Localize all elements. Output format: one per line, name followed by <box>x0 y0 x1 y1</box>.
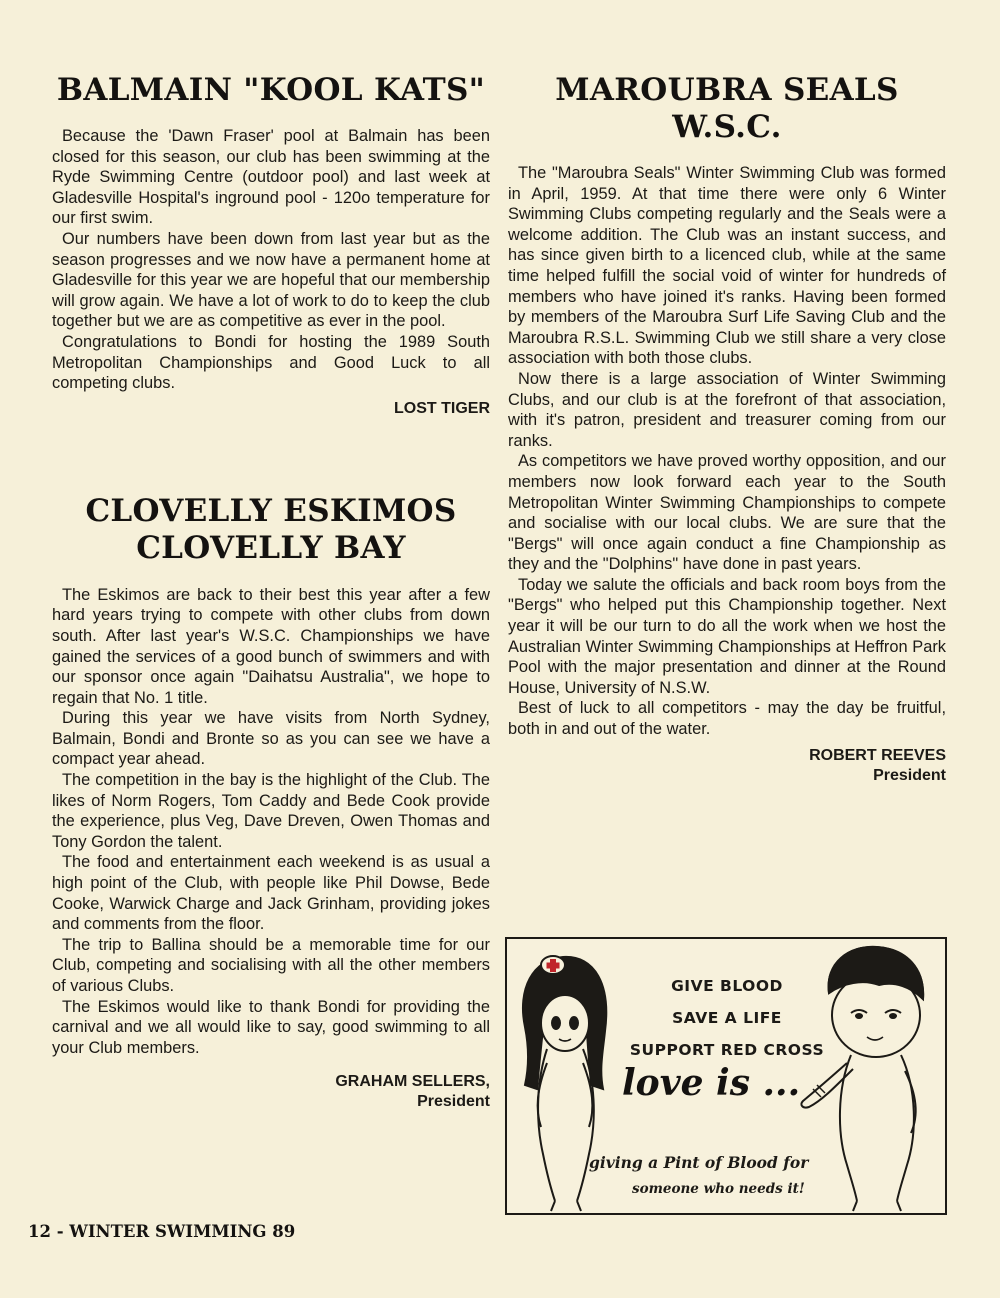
article-paragraph: Congratulations to Bondi for hosting the 1989 South Metropolitan Championships and Good Luck to all competing clubs. <box>52 332 490 393</box>
article-title: BALMAIN "KOOL KATS" <box>56 72 486 108</box>
right-column <box>508 72 946 786</box>
article-paragraph: The competition in the bay is the highlight of the Club. The likes of Norm Rogers, Tom Caddy and Bede Cook provide the experience, plus Veg, Dave Dreven, Owen Thomas and Tony Gordon the talent. <box>52 771 490 851</box>
article-paragraph: As competitors we have proved worthy opposition, and our members now look forward each year to the South Metropolitan Winter Swimming Championships to compete and socialise with our local clubs. We are sure that the "Bergs" will once again conduct a fine Championship as they and the "Dolphins" have done in past years. <box>508 452 946 574</box>
advert-caption: giving a Pint of Blood for <box>589 1153 809 1172</box>
advert-line: SAVE A LIFE <box>672 1009 782 1027</box>
article-paragraph: The Eskimos would like to thank Bondi for providing the carnival and we all would like to say, good swimming to all your Club members. <box>52 997 490 1057</box>
title-line: CLOVELLY ESKIMOS <box>85 492 457 529</box>
love-is-title: love is ... <box>622 1062 801 1104</box>
article-signature <box>52 399 490 419</box>
advert-caption: someone who needs it! <box>632 1181 805 1197</box>
signature-name: GRAHAM SELLERS, <box>335 1073 490 1091</box>
left-column <box>52 72 490 1112</box>
signature-role: President <box>873 766 946 784</box>
article-paragraph: The "Maroubra Seals" Winter Swimming Club was formed in April, 1959. At that time there were only 6 Winter Swimming Clubs competing regularly and the Seals were a welcome addition. The Club was an instant success, and has since given birth to a licenced club, while at the same time helped fulfill the social void of winter for hundreds of members who have joined it's ranks. Having been formed by members of the Maroubra Surf Life Saving Club and the Maroubra R.S.L. Swimming Club we still share a very close association with both those clubs. <box>508 164 946 368</box>
article-paragraph: Because the 'Dawn Fraser' pool at Balmain has been closed for this season, our club has been swimming at the Ryde Swimming Centre (outdoor pool) and last week at Gladesville Hospital's inground pool - 120o temperature for our first swim. <box>52 127 490 228</box>
article-paragraph: During this year we have visits from North Sydney, Balmain, Bondi and Bronte so as you can see we have a compact year ahead. <box>52 709 490 769</box>
signature-role: President <box>417 1093 490 1111</box>
article-clovelly-eskimos <box>52 493 490 1113</box>
page-footer: 12 - WINTER SWIMMING 89 <box>28 1222 296 1241</box>
article-paragraph: The Eskimos are back to their best this year after a few hard years trying to compete with other clubs from down south. After last year's W.S.C. Championships we have gained the services of a good bunch of swimmers and with our sponsor once again "Daihatsu Australia", we hope to regain that No. 1 title. <box>52 585 490 707</box>
article-balmain-kool-kats <box>52 72 490 419</box>
red-cross-advert <box>505 937 947 1215</box>
article-signature <box>52 1072 490 1112</box>
article-paragraph: Now there is a large association of Winter Swimming Clubs, and our club is at the forefront of that association, with it's patron, president and treasurer coming from our ranks. <box>508 369 946 450</box>
article-paragraph: The trip to Ballina should be a memorable time for our Club, competing and socialising with all the other members of various Clubs. <box>52 935 490 995</box>
girl-cartoon-icon <box>523 956 606 1211</box>
title-line: MAROUBRA SEALS <box>555 72 899 108</box>
article-title <box>508 72 946 146</box>
article-paragraph: Today we salute the officials and back room boys from the "Bergs" who helped put this Championship together. Next year it will be our turn to do all the work when we host the Australian Winter Swimming Championships at Heffron Park Pool with the major presentation and dinner at the Round House, University of N.S.W. <box>508 575 946 697</box>
article-paragraph: Our numbers have been down from last year but as the season progresses and we now have a permanent home at Gladesville for this year we are hopeful that our membership will grow again. We have a lot of work to do to keep the club together but we are as competitive as ever in the pool. <box>52 229 490 331</box>
article-maroubra-seals <box>508 72 946 786</box>
signature-name: ROBERT REEVES <box>809 746 946 764</box>
advert-line: SUPPORT RED CROSS <box>629 1041 825 1059</box>
article-paragraph: The food and entertainment each weekend is as usual a high point of the Club, with people like Phil Dowse, Bede Cooke, Warwick Charge and Jack Grinham, providing jokes and comments from the floor. <box>52 853 490 934</box>
advert-line: GIVE BLOOD <box>671 977 783 995</box>
article-signature <box>508 746 946 786</box>
title-line: W.S.C. <box>672 109 782 145</box>
article-paragraph: Best of luck to all competitors - may the day be fruitful, both in and out of the water. <box>508 699 946 739</box>
signature-name: LOST TIGER <box>394 399 490 417</box>
title-line: CLOVELLY BAY <box>136 529 406 566</box>
article-title <box>52 493 490 567</box>
